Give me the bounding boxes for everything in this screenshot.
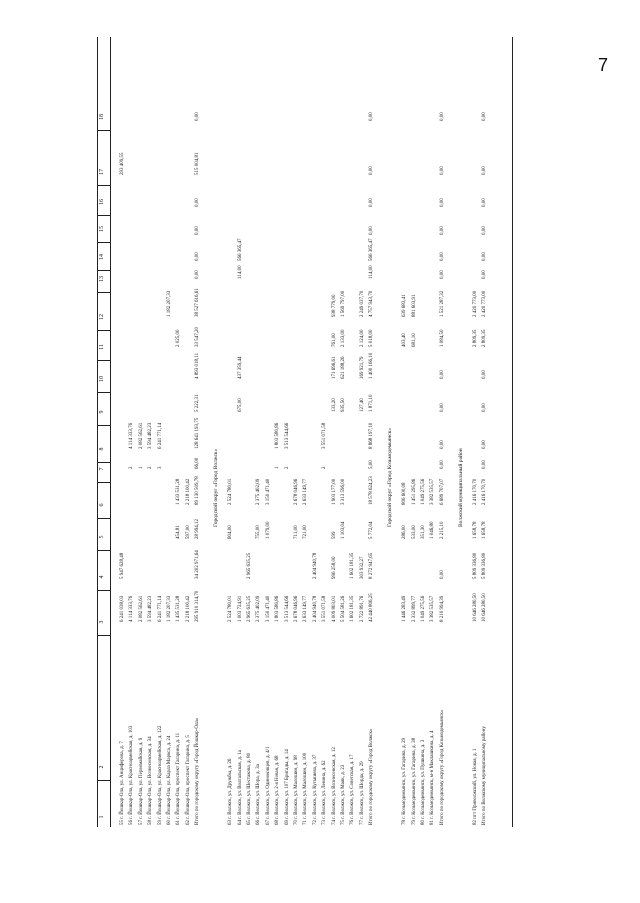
row-address: 60 г. Йошкар-Ола, ул. Карла Маркса, д. 24: [167, 735, 172, 825]
cell-c5: 721,00: [303, 525, 309, 539]
row-address: 61 г. Йошкар-Ола, проспект Гагарина, д. 11: [176, 732, 182, 825]
section-title: [211, 37, 221, 827]
cell-c3: 3 594 482,23: [148, 595, 154, 622]
section-title-text: Волжский муниципальный район: [457, 448, 464, 527]
row-address: 58 г. Йошкар-Ола, ул. Вознесенская, д. 34: [148, 736, 154, 825]
table-row: [274, 37, 282, 827]
cell-c6: 2 633 149,77: [303, 478, 309, 505]
table-row: [185, 37, 193, 827]
row-address: Итого по городскому округу «Город Козьмодемьянск»: [439, 709, 445, 825]
cell-c6: 2 218 100,42: [185, 478, 191, 505]
cell-c10: 4 893 018,11: [195, 352, 201, 379]
row-address: 78 г. Козьмодемьянск, ул. Гагарина, д. 29: [402, 737, 408, 825]
cell-c6: 18 578 624,23: [369, 476, 375, 505]
table-row: [472, 37, 480, 827]
cell-c8: 4 114 333,76: [129, 422, 135, 449]
cell-c5: 286,00: [402, 525, 408, 539]
table-row: [439, 37, 447, 827]
cell-c10: 621 188,26: [341, 356, 346, 379]
cell-c12: 1 521 287,32: [439, 290, 445, 317]
row-address: 77 г. Волжск, ул. Шорда, д. 29: [359, 761, 365, 825]
column-number-8: 8: [99, 447, 105, 451]
row-address: 63 г. Волжск, ул. Дружбы, д. 26: [228, 758, 234, 825]
cell-c7: 66,00: [195, 457, 201, 469]
column-divider: [98, 185, 110, 186]
cell-c3: 2 678 046,96: [294, 595, 299, 622]
row-address: 67 г. Волжск, ул. Одиноковцев, д. 4/1: [265, 746, 271, 825]
cell-c12: 1 182 207,33: [167, 290, 172, 317]
column-divider: [98, 392, 110, 393]
cell-c18: 0,00: [439, 112, 445, 121]
cell-c9: 127,40: [359, 398, 365, 412]
cell-c7: 2: [148, 466, 154, 469]
cell-c5: 533,00: [411, 525, 417, 539]
cell-c3: 42 440 806,25: [369, 593, 375, 622]
column-divider: [98, 518, 110, 519]
row-address: 76 г. Волжск, ул. Советская, д. 17: [350, 754, 356, 825]
cell-c5: 597,00: [185, 525, 191, 539]
cell-c5: 28 994,12: [195, 519, 201, 539]
column-number-4: 4: [99, 575, 105, 579]
column-divider: [98, 780, 110, 781]
cell-c3: 3 513 544,66: [284, 595, 290, 622]
row-address: 72 г. Волжск, ул. Кутышева, д. 37: [312, 754, 318, 825]
cell-c8: 128 641 193,75: [195, 417, 201, 449]
cell-c5: 1 046,80: [430, 521, 436, 539]
row-address: 65 г. Волжск, ул. Шестакова, д. 80: [247, 752, 252, 825]
table-row: [255, 37, 263, 827]
cell-c6: 2 416 170,70: [472, 478, 478, 505]
cell-c14: 0,00: [195, 252, 201, 261]
column-header-row: [97, 37, 111, 827]
cell-c9: 133,20: [331, 398, 337, 412]
column-divider: [98, 425, 110, 426]
column-divider: [98, 270, 110, 271]
cell-c9: 935,50: [341, 398, 346, 412]
cell-c11: 2 025,00: [176, 329, 182, 347]
table-row: [237, 37, 245, 827]
column-number-13: 13: [99, 276, 105, 282]
table-row: [265, 37, 273, 827]
table-row: [293, 37, 301, 827]
page-number: 7: [598, 55, 609, 75]
cell-c9: 0,00: [439, 403, 445, 412]
cell-c9: 0,00: [482, 403, 488, 412]
cell-c11: 2 809,35: [472, 329, 478, 347]
cell-c17: 293 409,55: [120, 152, 125, 175]
cell-c4: 2 404 940,78: [312, 552, 318, 579]
column-divider: [98, 130, 110, 131]
row-address: 56 г. Йошкар-Ола, ул. Красноармейская, д. 103: [129, 725, 135, 825]
table-row: [128, 37, 136, 827]
cell-c16: 0,00: [195, 198, 201, 207]
cell-c4: 34 202 971,64: [195, 550, 201, 579]
cell-c7: 2: [322, 466, 328, 469]
column-number-10: 10: [99, 376, 105, 382]
column-number-12: 12: [99, 314, 105, 320]
cell-c7: 2: [284, 466, 290, 469]
cell-c3: 295 910 314,70: [195, 590, 201, 622]
column-divider: [98, 635, 110, 636]
row-address: Итого по городскому округу «Город Йошкар-Ола»: [195, 717, 201, 825]
cell-c3: 3 551 071,58: [322, 595, 328, 622]
cell-c9: 1 871,10: [369, 394, 375, 412]
cell-c6: 89 130 509,78: [195, 476, 201, 505]
cell-c10: 169 921,79: [359, 356, 365, 379]
cell-c12: 4 757 943,70: [369, 290, 375, 317]
table-row: [420, 37, 428, 827]
cell-c3: 1 003 724,91: [237, 595, 243, 622]
cell-c16: 0,00: [369, 198, 375, 207]
row-address: 81 г. Козьмодемьянск, м-н Маклашкина, д. 4: [430, 730, 436, 825]
column-number-7: 7: [99, 467, 105, 471]
cell-c6: 2 375 402,09: [256, 478, 262, 505]
column-divider: [98, 242, 110, 243]
cell-c4: 1 602 181,35: [350, 552, 356, 579]
cell-c4: 5 809 336,80: [482, 552, 488, 579]
section-title: [385, 37, 395, 827]
cell-c6: 1 433 531,28: [176, 478, 182, 505]
row-address: 69 г. Волжск, ул. 107 Бригады, д. 14: [284, 749, 290, 825]
cell-c12: 881 603,91: [411, 294, 417, 317]
table-row: [302, 37, 310, 827]
column-number-18: 18: [99, 114, 105, 120]
cell-c6: 806 600,08: [402, 482, 408, 505]
cell-c5: 755,00: [256, 525, 262, 539]
cell-c4: 303 932,27: [359, 556, 365, 579]
cell-c6: 1 903 177,00: [331, 478, 337, 505]
cell-c11: 403,40: [402, 333, 408, 347]
section-title-text: Городской округ «Город Волжск»: [213, 448, 220, 527]
cell-c12: 1 569 797,00: [341, 290, 346, 317]
table-row: [340, 37, 348, 827]
table-row: [227, 37, 235, 827]
column-divider: [98, 215, 110, 216]
cell-c10: 171 696,61: [331, 356, 337, 379]
cell-c13: 114,00: [237, 265, 243, 279]
table-row: [349, 37, 357, 827]
table-row: [175, 37, 183, 827]
cell-c9: 5 222,31: [195, 394, 201, 412]
column-number-6: 6: [99, 503, 105, 507]
cell-c6: 1 451 295,86: [411, 478, 417, 505]
cell-c15: 0,00: [482, 226, 488, 235]
cell-c9: 675,00: [237, 398, 243, 412]
row-address: 64 г. Волжск, ул. Волгальская, д. 1а: [237, 750, 243, 825]
row-address: 71 г. Волжск, ул. Малошин, д. 100: [303, 752, 309, 825]
table-row: [359, 37, 367, 827]
cell-c3: 1 446 283,49: [402, 595, 408, 622]
cell-c18: 0,00: [482, 112, 488, 121]
table-row: [119, 37, 127, 827]
column-divider: [98, 292, 110, 293]
cell-c3: 10 646 280,50: [472, 593, 478, 622]
column-divider: [98, 482, 110, 483]
table-row: [429, 37, 437, 827]
table-bottom-rule: [512, 37, 513, 827]
cell-c3: 4 009 803,01: [331, 595, 337, 622]
table-row: [481, 37, 489, 827]
cell-c15: 0,00: [369, 226, 375, 235]
cell-c7: 1: [138, 466, 144, 469]
cell-c11: 2 133,00: [341, 329, 346, 347]
cell-c17: 515 004,81: [195, 152, 201, 175]
cell-c7: 2: [129, 466, 135, 469]
cell-c3: 10 646 280,50: [482, 593, 488, 622]
cell-c11: 681,10: [411, 333, 417, 347]
cell-c6: 3 313 596,00: [341, 478, 346, 505]
column-divider: [98, 360, 110, 361]
cell-c16: 0,00: [482, 198, 488, 207]
row-address: Итого по городскому округу «Город Волжск»: [369, 728, 375, 825]
cell-c17: 0,00: [369, 166, 375, 175]
cell-c4: 8 272 947,65: [369, 552, 375, 579]
cell-c3: 3 150 471,40: [265, 595, 271, 622]
cell-c10: 437 359,44: [237, 356, 243, 379]
column-number-5: 5: [99, 535, 105, 539]
cell-c8: 2 082 562,61: [138, 422, 144, 449]
cell-c11: 2 809,35: [482, 329, 488, 347]
cell-c8: 6 241 771,14: [157, 422, 163, 449]
column-number-11: 11: [99, 344, 105, 350]
table-row: [157, 37, 165, 827]
cell-c5: 1 079,00: [265, 521, 271, 539]
cell-c18: 0,00: [195, 112, 201, 121]
table-row: [246, 37, 254, 827]
cell-c13: 0,00: [482, 270, 488, 279]
cell-c7: 5,00: [369, 460, 375, 469]
cell-c6: 2 416 170,70: [482, 478, 488, 505]
row-address: Итого по Волжскому муниципальному району: [482, 726, 488, 825]
cell-c3: 4 114 333,76: [129, 595, 135, 622]
cell-c3: 1 435 531,28: [176, 595, 182, 622]
cell-c3: 8 210 994,39: [439, 595, 445, 622]
cell-c8: 3 594 482,23: [148, 422, 154, 449]
cell-c11: 1 084,50: [439, 329, 445, 347]
row-address: 82 пгт Приволжский, ул. Новая, д. 1: [472, 748, 478, 825]
cell-c3: 6 241 771,14: [157, 595, 163, 622]
cell-c8: 3 551 071,58: [322, 422, 328, 449]
column-number-2: 2: [99, 765, 105, 769]
cell-c7: 0,00: [482, 460, 488, 469]
column-divider: [98, 330, 110, 331]
cell-c10: 0,00: [482, 370, 488, 379]
cell-c11: 761,00: [331, 333, 337, 347]
cell-c3: 2 332 899,77: [411, 595, 417, 622]
cell-c12: 2 249 037,70: [359, 290, 365, 317]
cell-c18: 0,00: [369, 112, 375, 121]
cell-c7: 3: [157, 466, 163, 469]
row-address: 68 г. Волжск, ул. 2-я Новая, д. 68: [275, 755, 281, 825]
cell-c7: 0,00: [439, 460, 445, 469]
table-row: [321, 37, 329, 827]
cell-c3: 1 049 275,56: [421, 595, 426, 622]
table-row: [284, 37, 292, 827]
table-row: [194, 37, 202, 827]
column-number-14: 14: [99, 254, 105, 260]
cell-c3: 2 965 635,25: [247, 595, 252, 622]
cell-c11: 33 547,20: [195, 327, 201, 347]
cell-c7: 1: [275, 466, 281, 469]
row-address: 59 г. Йошкар-Ола, ул. Красноармейская, д. 122: [157, 725, 163, 825]
cell-c11: 2 124,00: [359, 329, 365, 347]
cell-c16: 0,00: [439, 198, 445, 207]
cell-c14: 566 365,47: [369, 238, 375, 261]
column-number-3: 3: [99, 620, 105, 624]
cell-c14: 0,00: [482, 252, 488, 261]
table-row: [401, 37, 409, 827]
cell-c3: 6 241 038,03: [120, 595, 125, 622]
cell-c8: 0,00: [439, 440, 445, 449]
cell-c14: 0,00: [439, 252, 445, 261]
cell-c5: 454,81: [176, 525, 182, 539]
cell-c3: 2 218 100,42: [185, 595, 191, 622]
table-row: [147, 37, 155, 827]
cell-c10: 1 400 166,10: [369, 352, 375, 379]
cell-c5: 711,00: [294, 525, 299, 539]
cell-c8: 8 868 197,10: [369, 422, 375, 449]
cell-c3: 2 082 562,61: [138, 595, 144, 622]
cell-c11: 5 018,00: [369, 329, 375, 347]
cell-c5: 804,00: [228, 525, 234, 539]
cell-c3: 5 504 581,26: [341, 595, 346, 622]
column-number-15: 15: [99, 226, 105, 232]
cell-c8: 3 513 544,66: [284, 422, 290, 449]
cell-c5: 2 215,10: [439, 521, 445, 539]
table-row: [411, 37, 419, 827]
table-row: [312, 37, 320, 827]
row-address: 70 г. Волжск, ул. Малошин, д. 98: [294, 755, 299, 825]
cell-c15: 0,00: [195, 226, 201, 235]
column-divider: [98, 462, 110, 463]
column-divider: [98, 550, 110, 551]
cell-c12: 639 683,41: [402, 294, 408, 317]
cell-c5: 351,30: [421, 525, 426, 539]
column-number-17: 17: [99, 169, 105, 175]
cell-c6: 3 382 535,57: [430, 478, 436, 505]
cell-c3: 2 722 891,76: [359, 595, 365, 622]
cell-c12: 2 420 773,00: [472, 290, 478, 317]
cell-c13: 114,00: [369, 265, 375, 279]
row-address: 74 г. Волжск, ул. Вознесенская, д. 12: [331, 747, 337, 825]
cell-c8: 1 803 580,86: [275, 422, 281, 449]
cell-c8: 0,00: [482, 440, 488, 449]
cell-c5: 5 772,04: [369, 521, 375, 539]
section-title-text: Городской округ «Город Козьмодемьянск»: [387, 427, 394, 527]
column-divider: [98, 590, 110, 591]
cell-c5: 1 103,04: [341, 521, 346, 539]
table-row: [166, 37, 174, 827]
cell-c5: 1 658,78: [472, 521, 478, 539]
row-address: 79 г. Козьмодемьянск, ул. Гагарина, д. 38: [411, 737, 417, 825]
cell-c3: 1 182 207,33: [167, 595, 172, 622]
cell-c3: 3 382 535,57: [430, 595, 436, 622]
cell-c6: 1 049 275,56: [421, 478, 426, 505]
cell-c12: 938 779,00: [331, 294, 337, 317]
table-row: [331, 37, 339, 827]
cell-c12: 2 420 773,00: [482, 290, 488, 317]
table-row: [368, 37, 376, 827]
cell-c12: 38 527 616,61: [195, 288, 201, 317]
row-address: 62 г. Йошкар-Ола, проспект Гагарина, д. 5: [185, 735, 191, 825]
table-row: [138, 37, 146, 827]
row-address: 73 г. Волжск, ул. Ленина, д. 62: [322, 760, 328, 825]
cell-c6: 2 524 780,01: [228, 478, 234, 505]
row-address: 57 г. Йошкар-Ола, ул. Первомайская, д. 9: [138, 737, 144, 825]
row-address: 55 г. Йошкар-Ола, ул. Анциферова, д. 7: [120, 741, 125, 825]
cell-c5: 1 658,78: [482, 521, 488, 539]
column-number-9: 9: [99, 410, 105, 414]
section-title: [456, 37, 466, 827]
cell-c3: 2 404 940,78: [312, 595, 318, 622]
cell-c4: 996 258,00: [331, 556, 337, 579]
cell-c4: 5 809 336,80: [472, 552, 478, 579]
cell-c13: 0,00: [195, 270, 201, 279]
cell-c3: 2 524 780,01: [228, 595, 234, 622]
cell-c4: 5 947 628,48: [120, 552, 125, 579]
cell-c17: 0,00: [439, 166, 445, 175]
cell-c3: 2 633 149,77: [303, 595, 309, 622]
cell-c3: 1 602 181,35: [350, 595, 356, 622]
cell-c6: 3 150 471,40: [265, 478, 271, 505]
row-address: 80 г. Козьмодемьянск, ул. Пушкина, д. 3: [421, 739, 426, 825]
cell-c4: 0,00: [439, 570, 445, 579]
column-number-1: 1: [99, 815, 105, 819]
cell-c3: 1 803 580,86: [275, 595, 281, 622]
cell-c5: 599: [331, 531, 337, 539]
row-address: 75 г. Волжск, ул. Маяк, д. 23: [341, 764, 346, 825]
row-address: 66 г. Волжск, ул. Шора, д. 3а: [256, 764, 262, 825]
column-number-16: 16: [99, 199, 105, 205]
cell-c4: 2 965 635,25: [247, 552, 252, 579]
cell-c10: 0,00: [439, 370, 445, 379]
cell-c6: 6 689 707,07: [439, 478, 445, 505]
cell-c6: 2 678 046,96: [294, 478, 299, 505]
cell-c17: 0,00: [482, 166, 488, 175]
cell-c15: 0,00: [439, 226, 445, 235]
rotated-table: [97, 37, 517, 827]
cell-c13: 0,00: [439, 270, 445, 279]
cell-c14: 566 365,47: [237, 238, 243, 261]
cell-c3: 2 375 402,09: [256, 595, 262, 622]
